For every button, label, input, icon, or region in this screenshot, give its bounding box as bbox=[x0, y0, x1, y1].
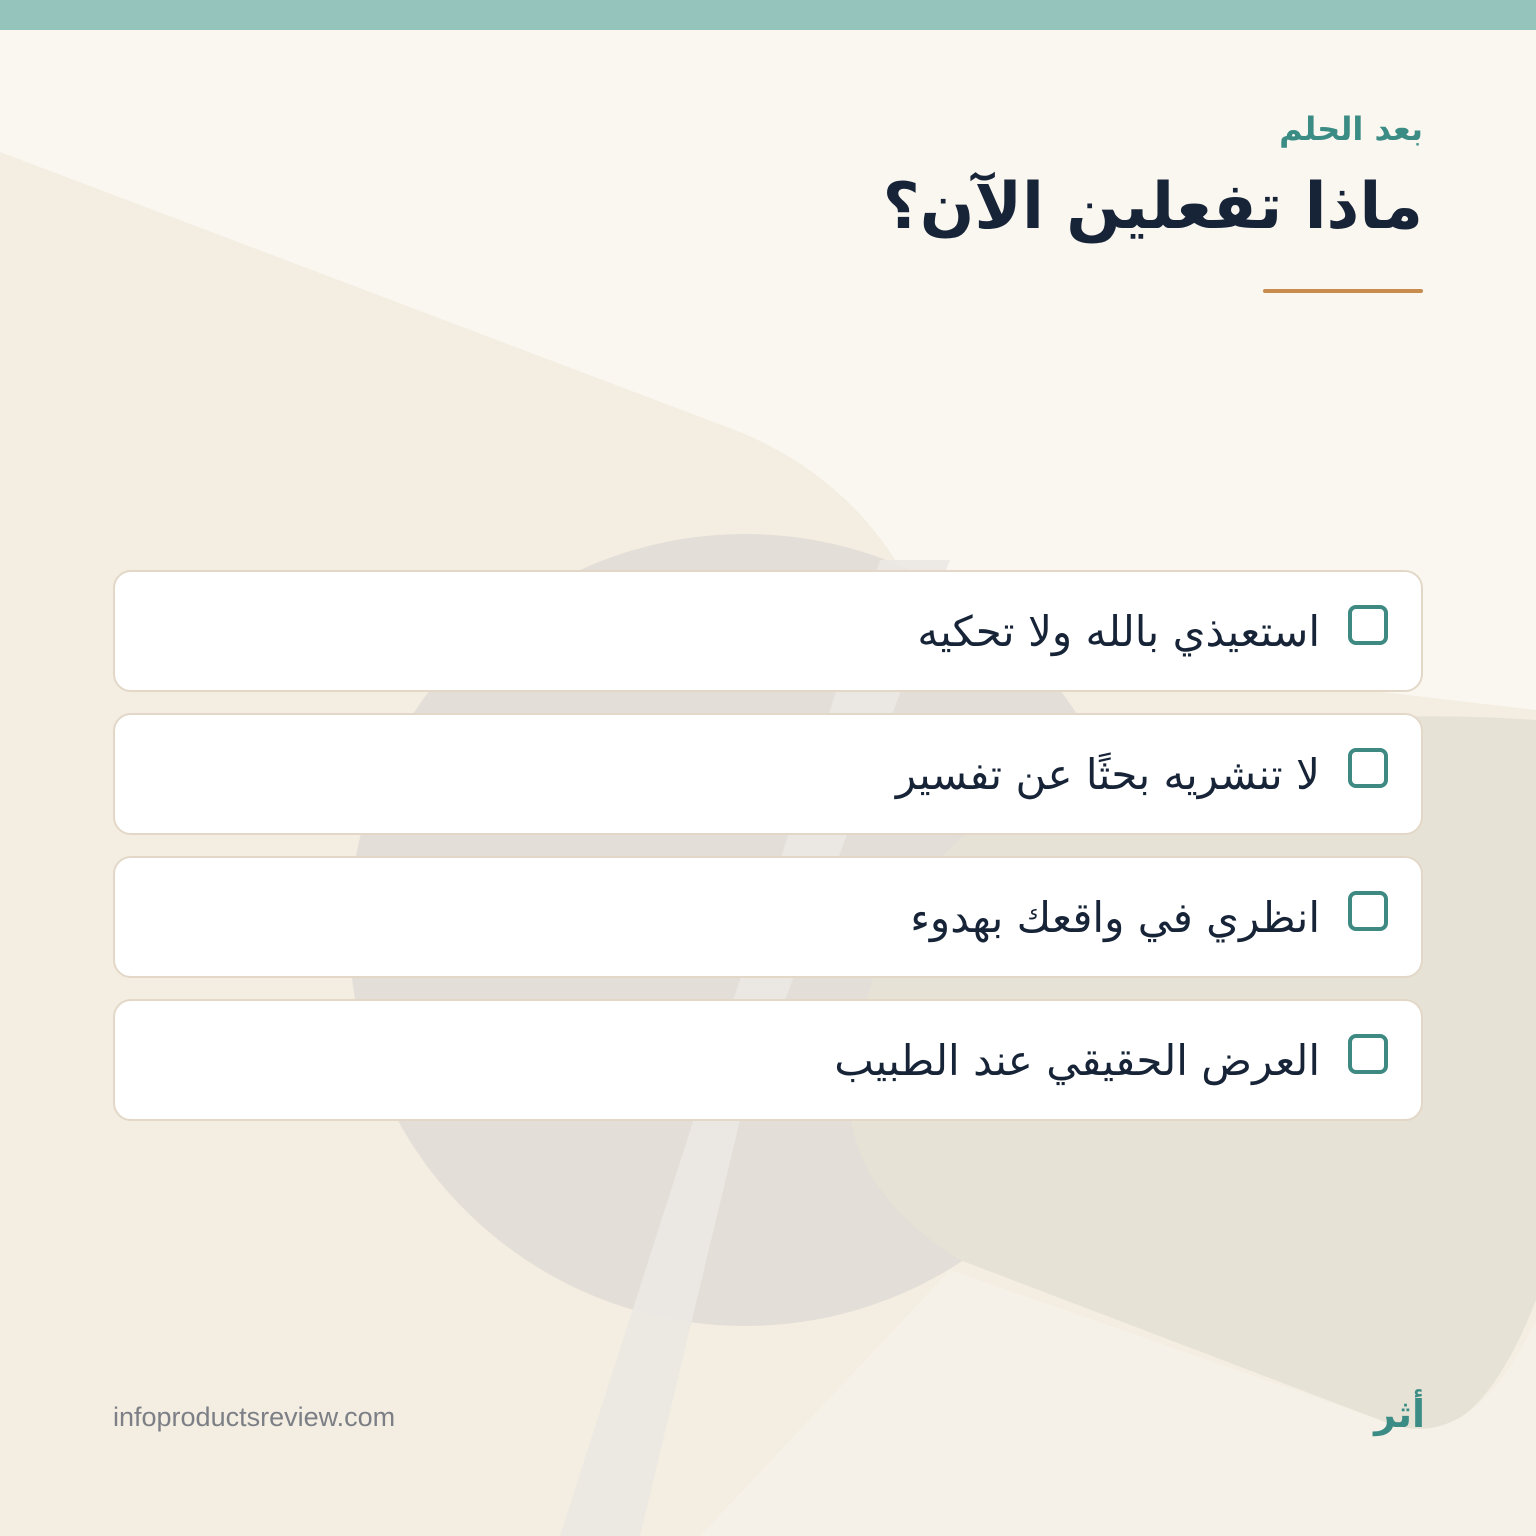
title-underline bbox=[1263, 289, 1423, 293]
checklist bbox=[113, 570, 1423, 1142]
checkbox[interactable] bbox=[1348, 748, 1388, 788]
section-eyebrow: بعد الحلم bbox=[1279, 110, 1423, 148]
checklist-item[interactable] bbox=[113, 999, 1423, 1121]
footer-website: infoproductsreview.com bbox=[113, 1402, 396, 1432]
checklist-item[interactable] bbox=[113, 856, 1423, 978]
checkbox[interactable] bbox=[1348, 605, 1388, 645]
checklist-item[interactable] bbox=[113, 570, 1423, 692]
checklist-item-label: استعيذي بالله ولا تحكيه bbox=[917, 606, 1320, 656]
checklist-item-label: العرض الحقيقي عند الطبيب bbox=[834, 1035, 1320, 1085]
checklist-item-label: لا تنشريه بحثًا عن تفسير bbox=[895, 749, 1320, 799]
checklist-item-label: انظري في واقعك بهدوء bbox=[910, 892, 1320, 942]
top-accent-bar bbox=[0, 0, 1536, 30]
checkbox[interactable] bbox=[1348, 1034, 1388, 1074]
brand-logo: أثر bbox=[1374, 1392, 1425, 1436]
checklist-item[interactable] bbox=[113, 713, 1423, 835]
checkbox[interactable] bbox=[1348, 891, 1388, 931]
page-title: ماذا تفعلين الآن؟ bbox=[882, 170, 1423, 244]
